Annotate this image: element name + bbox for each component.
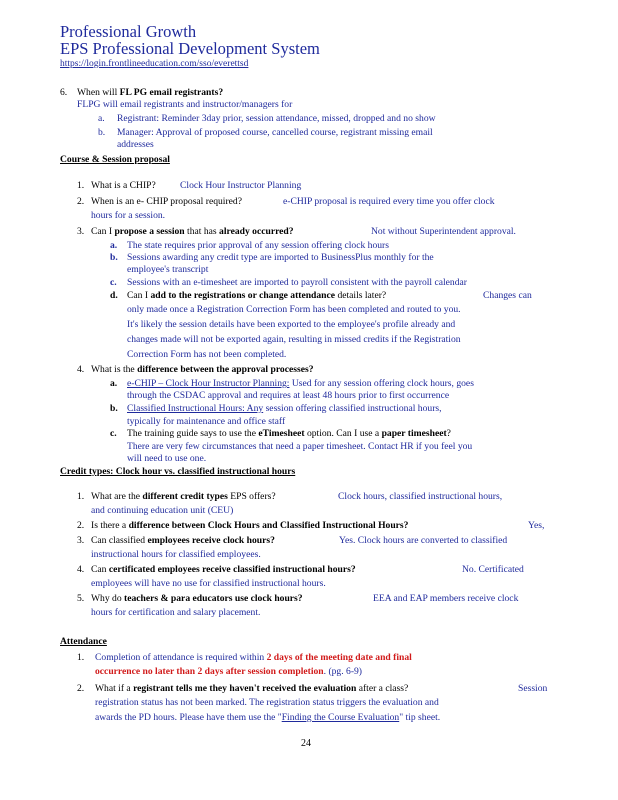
ct-3-number: 3. (77, 535, 85, 546)
cs-3d-answer-2: only made once a Registration Correction Form has been completed and routed to you. (127, 304, 461, 315)
att-2-question: What if a registrant tells me they haven't received the evaluation after a class? (95, 683, 409, 694)
ct-2-question: Is there a difference between Clock Hours and Classified Instructional Hours? (91, 520, 409, 531)
att-2-answer-1: registration status has not been marked. The registration status triggers the evaluation and (95, 697, 439, 708)
ct-2-answer: Yes, (528, 520, 545, 531)
q6-b-label: b. (98, 127, 106, 138)
cs-4a-label: a. (110, 378, 118, 389)
cs-4c-label: c. (110, 428, 117, 439)
ct-3-answer-2: instructional hours for classified employees. (91, 549, 261, 560)
cs-1-answer: Clock Hour Instructor Planning (180, 180, 302, 191)
cs-3-number: 3. (77, 226, 85, 237)
cs-3b-text-2: employee's transcript (127, 264, 209, 275)
cs-4b-line-1: Classified Instructional Hours: Any session offering classified instructional hours, (127, 403, 442, 414)
cs-4c-question: The training guide says to use the eTimesheet option. Can I use a paper timesheet? (127, 428, 451, 439)
cs-3b-label: b. (110, 252, 118, 263)
cs-2-question: When is an e- CHIP proposal required? (91, 196, 242, 207)
q6-b-text-2: addresses (117, 139, 154, 150)
cs-2-answer-2: hours for a session. (91, 210, 166, 221)
doc-title-line2: EPS Professional Development System (60, 39, 320, 58)
ct-4-question: Can certificated employees receive classified instructional hours? (91, 564, 356, 575)
q6-a-text: Registrant: Reminder 3day prior, session attendance, missed, dropped and no show (117, 113, 436, 124)
ct-4-answer-1: No. Certificated (462, 564, 524, 575)
ct-5-answer-1: EEA and EAP members receive clock (373, 593, 519, 604)
cs-4c-answer-2: will need to use one. (127, 453, 207, 464)
cs-2-answer-1: e-CHIP proposal is required every time you offer clock (283, 196, 495, 207)
ct-5-question: Why do teachers & para educators use clock hours? (91, 593, 303, 604)
cs-3a-label: a. (110, 240, 118, 251)
att-1-line-2: occurrence no later than 2 days after session completion. (pg. 6-9) (95, 666, 363, 677)
ct-5-number: 5. (77, 593, 85, 604)
ct-4-number: 4. (77, 564, 85, 575)
classified-hours-link[interactable]: Classified Instructional Hours: Any (127, 403, 264, 414)
cs-3b-text-1: Sessions awarding any credit type are imported to BusinessPlus monthly for the (127, 252, 434, 263)
cs-4b-label: b. (110, 403, 118, 414)
cs-1-number: 1. (77, 180, 85, 191)
cs-3d-answer-5: Correction Form has not been completed. (127, 349, 287, 360)
ct-1-answer-2: and continuing education unit (CEU) (91, 505, 234, 516)
cs-3d-answer-4: changes made will not be exported again, resulting in missed credits if the Registration (127, 334, 461, 345)
cs-1-question: What is a CHIP? (91, 180, 156, 191)
finding-course-evaluation-link[interactable]: Finding the Course Evaluation (281, 712, 400, 723)
ct-3-answer-1: Yes. Clock hours are converted to classified (339, 535, 508, 546)
cs-3-answer: Not without Superintendent approval. (371, 226, 516, 237)
ct-5-answer-2: hours for certification and salary placement. (91, 607, 261, 618)
ct-1-question: What are the different credit types EPS offers? (91, 491, 276, 502)
cs-3c-label: c. (110, 277, 117, 288)
cs-3d-answer-1: Changes can (483, 290, 532, 301)
q6-number: 6. (60, 87, 68, 98)
att-1-line-1: Completion of attendance is required within 2 days of the meeting date and final (95, 652, 412, 663)
cs-3d-answer-3: It's likely the session details have been exported to the employee's profile already and (127, 319, 456, 330)
cs-3c-text: Sessions with an e-timesheet are imported to payroll consistent with the payroll calendar (127, 277, 467, 288)
cs-4a-line-2: through the CSDAC approval and requires at least 48 hours prior to first occurrence (127, 390, 450, 401)
att-1-number: 1. (77, 652, 85, 663)
ct-3-question: Can classified employees receive clock hours? (91, 535, 275, 546)
cs-4b-line-2: typically for maintenance and office staff (127, 416, 286, 427)
cs-4-question: What is the difference between the approval processes? (91, 364, 314, 375)
attendance-heading: Attendance (60, 636, 107, 647)
att-2-number: 2. (77, 683, 85, 694)
q6-a-label: a. (98, 113, 105, 124)
cs-4a-line-1: e-CHIP – Clock Hour Instructor Planning: Used for any session offering clock hours, goes (127, 378, 474, 389)
att-2-answer-0: Session (518, 683, 548, 694)
credit-types-heading: Credit types: Clock hour vs. classified instructional hours (60, 466, 296, 477)
ct-4-answer-2: employees will have no use for classified instructional hours. (91, 578, 326, 589)
cs-3-question: Can I propose a session that has already occurred? (91, 226, 294, 237)
q6-answer: FLPG will email registrants and instructor/managers for (77, 99, 293, 110)
cs-2-number: 2. (77, 196, 85, 207)
doc-title-line1: Professional Growth (60, 22, 197, 41)
login-link[interactable]: https://login.frontlineeducation.com/sso/everettsd (60, 59, 249, 69)
cs-3a-text: The state requires prior approval of any session offering clock hours (127, 240, 389, 251)
ct-1-number: 1. (77, 491, 85, 502)
course-session-heading: Course & Session proposal (60, 154, 170, 165)
ct-2-number: 2. (77, 520, 85, 531)
q6-question: When will FL PG email registrants? (77, 87, 224, 98)
att-2-answer-2: awards the PD hours. Please have them use the "Finding the Course Evaluation" tip sheet. (95, 712, 441, 723)
echip-link[interactable]: e-CHIP – Clock Hour Instructor Planning: (127, 378, 290, 389)
cs-3d-question: Can I add to the registrations or change attendance details later? (127, 290, 387, 301)
cs-4-number: 4. (77, 364, 85, 375)
q6-b-text-1: Manager: Approval of proposed course, cancelled course, registrant missing email (117, 127, 433, 138)
page-number: 24 (301, 738, 311, 749)
ct-1-answer-1: Clock hours, classified instructional hours, (338, 491, 503, 502)
cs-4c-answer-1: There are very few circumstances that need a paper timesheet. Contact HR if you feel you (127, 441, 473, 452)
cs-3d-label: d. (110, 290, 118, 301)
